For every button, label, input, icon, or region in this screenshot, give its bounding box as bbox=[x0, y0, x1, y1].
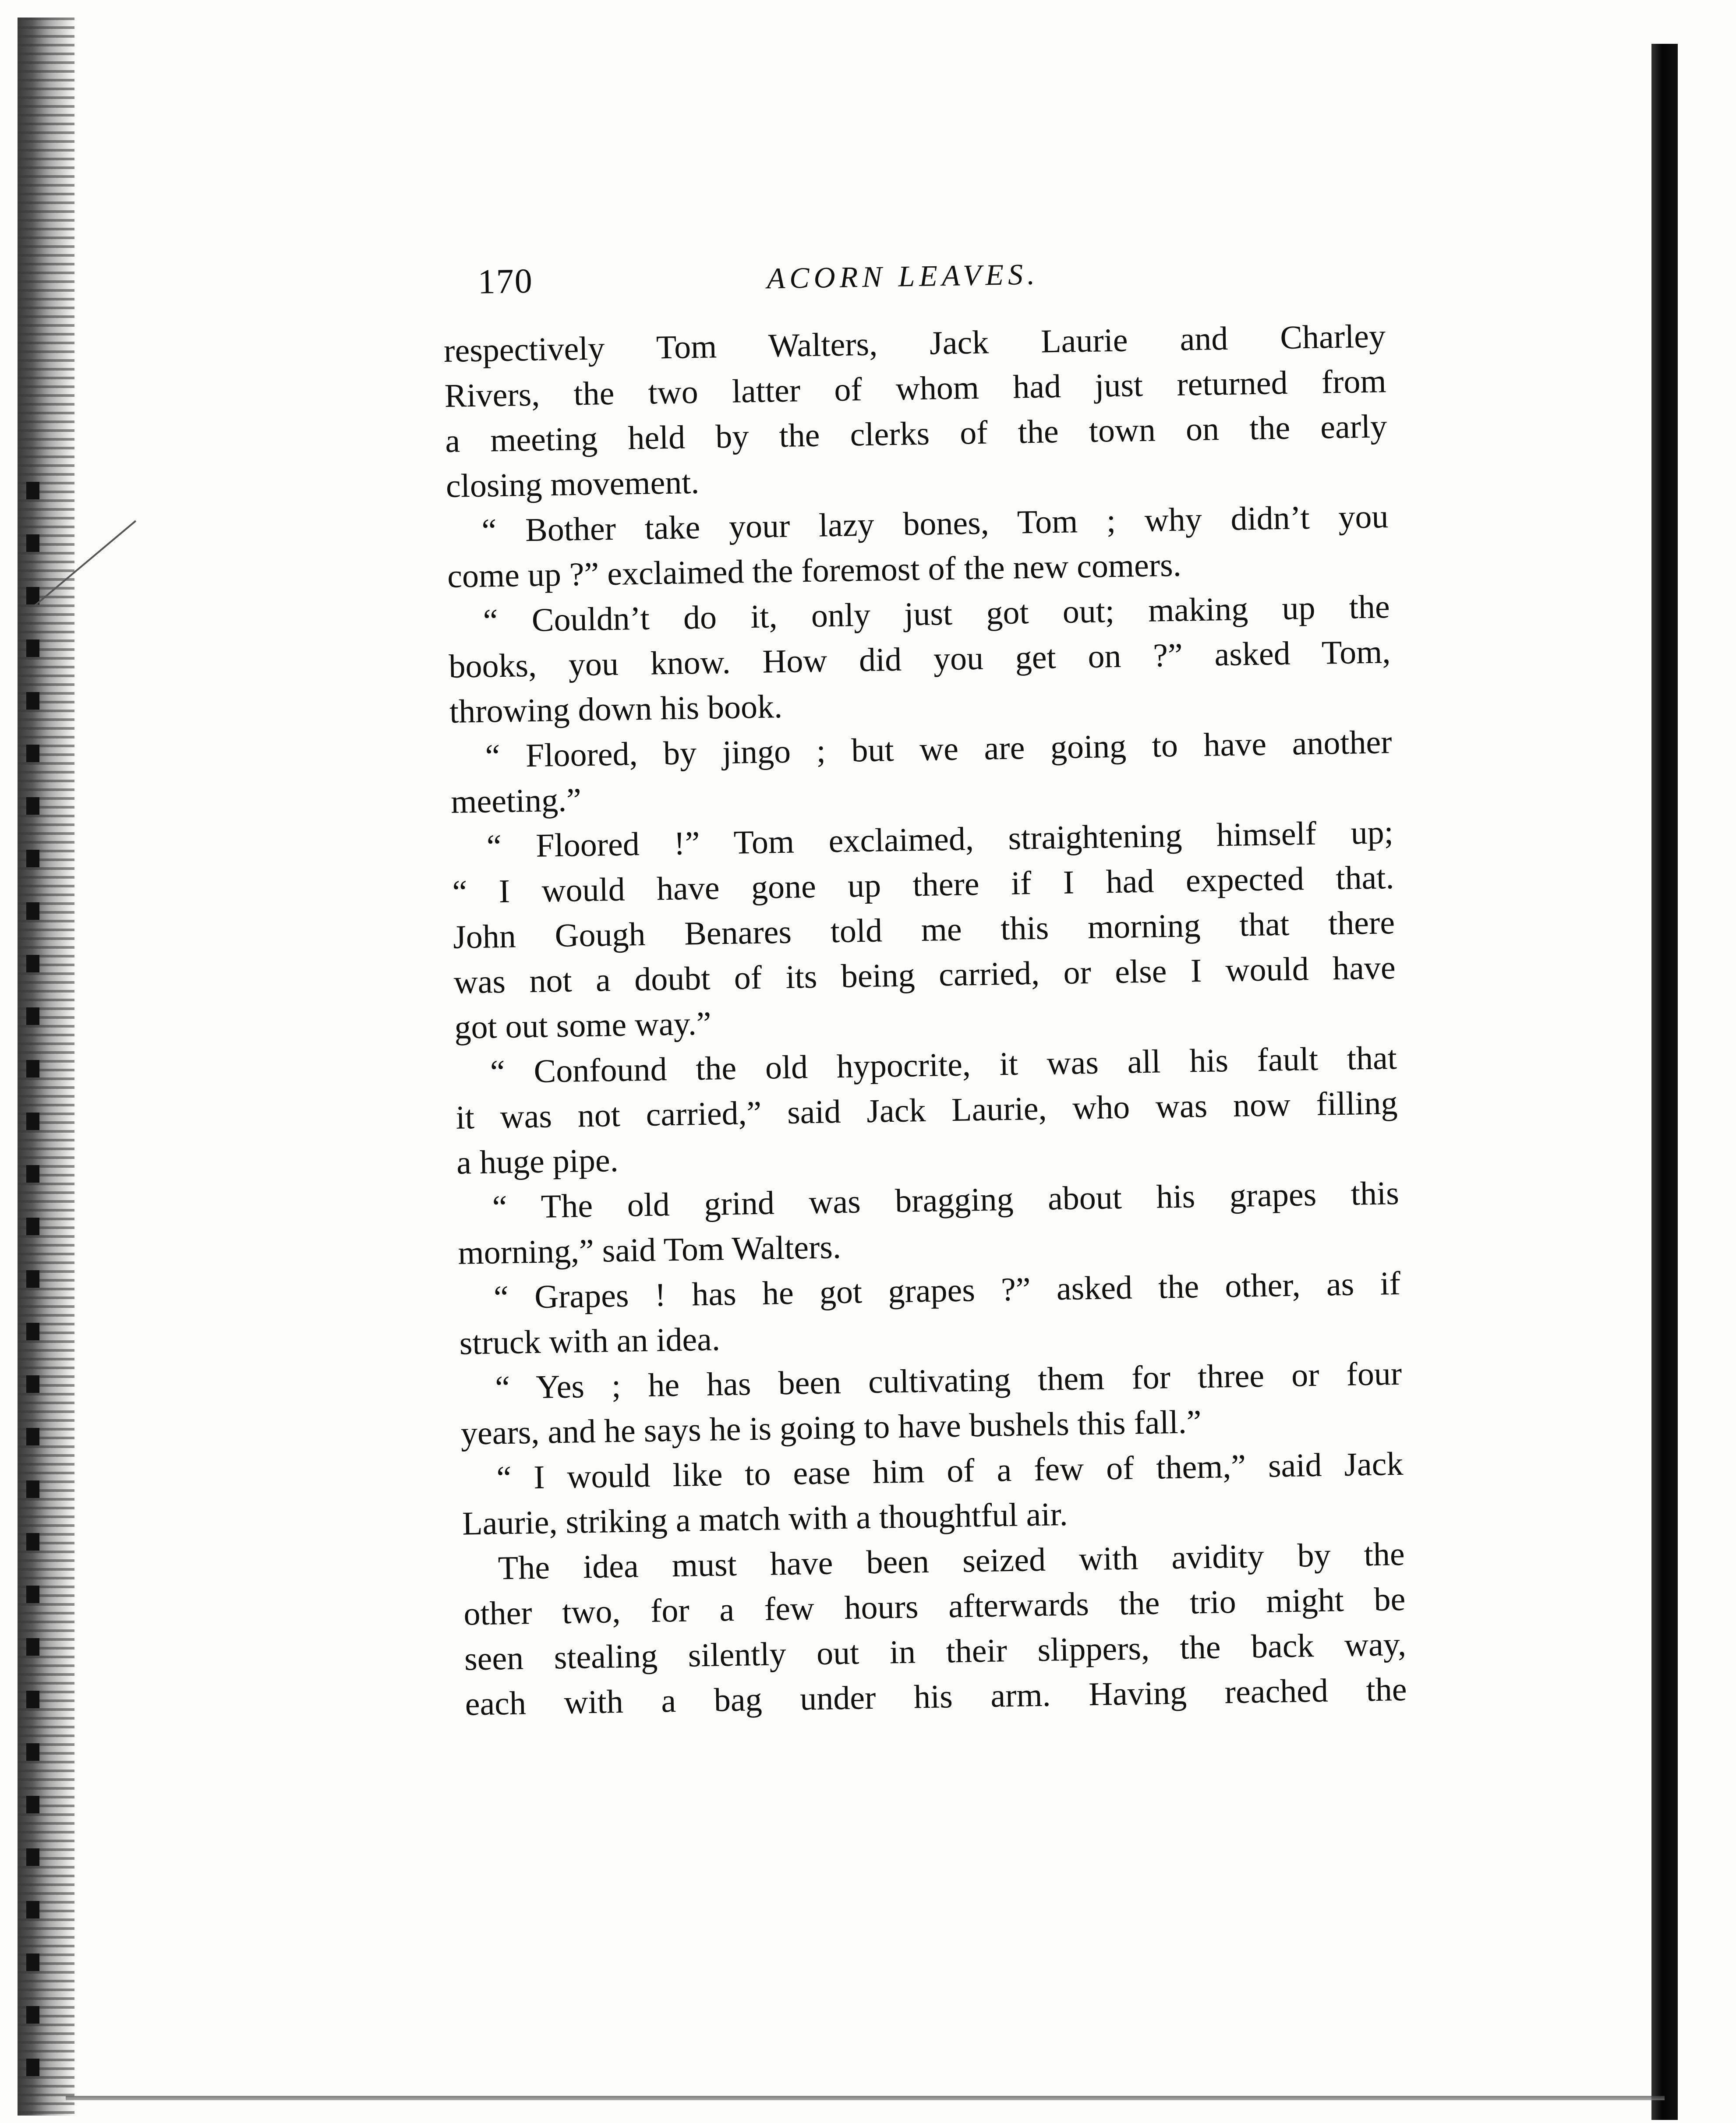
text-line: meeting.” bbox=[450, 781, 582, 820]
text-line: closing movement. bbox=[445, 463, 700, 505]
text-line: “ Bother take your lazy bones, Tom ; why didn’t you bbox=[481, 498, 1389, 549]
right-binding-edge bbox=[1651, 44, 1678, 2120]
text-line: years, and he says he is going to have bushels this fall.” bbox=[460, 1403, 1202, 1452]
page-number: 170 bbox=[477, 261, 534, 301]
text-line: Laurie, striking a match with a thoughtful air. bbox=[462, 1495, 1068, 1542]
text-line: “ Yes ; he has been cultivating them for three or four bbox=[495, 1355, 1402, 1406]
text-line: was not a doubt of its being carried, or else I would have bbox=[453, 949, 1396, 1001]
text-line: “ I would have gone up there if I had expected that. bbox=[452, 859, 1394, 911]
text-line: seen stealing silently out in their slippers, the back way, bbox=[464, 1625, 1407, 1678]
text-line: a huge pipe. bbox=[456, 1141, 619, 1181]
running-title: ACORN LEAVES. bbox=[767, 257, 1039, 295]
text-line: books, you know. How did you get on ?” asked Tom, bbox=[448, 633, 1391, 685]
text-line: “ Grapes ! has he got grapes ?” asked the other, as if bbox=[493, 1265, 1401, 1316]
text-line: The idea must have been seized with avidity by the bbox=[498, 1535, 1405, 1587]
text-line: throwing down his book. bbox=[449, 688, 783, 730]
text-line: other two, for a few hours afterwards the trio might be bbox=[463, 1580, 1406, 1632]
text-line: respectively Tom Walters, Jack Laurie and Charley bbox=[443, 318, 1386, 369]
text-line: John Gough Benares told me this morning that there bbox=[453, 904, 1395, 956]
text-line: “ Floored, by jingo ; but we are going to have another bbox=[485, 724, 1393, 775]
bottom-edge bbox=[66, 2096, 1665, 2100]
body-text bbox=[443, 314, 1407, 1727]
text-line: “ The old grind was bragging about his grapes this bbox=[492, 1174, 1400, 1226]
text-line: come up ?” exclaimed the foremost of the new comers. bbox=[447, 546, 1182, 595]
page-text-block bbox=[442, 248, 1407, 1727]
text-line: “ I would like to ease him of a few of them,” said Jack bbox=[496, 1445, 1404, 1497]
text-line: struck with an idea. bbox=[459, 1321, 721, 1362]
text-line: it was not carried,” said Jack Laurie, who was now filling bbox=[456, 1084, 1398, 1136]
text-line: a meeting held by the clerks of the town on the early bbox=[445, 408, 1387, 459]
text-line: Rivers, the two latter of whom had just returned from bbox=[444, 363, 1387, 414]
text-line: morning,” said Tom Walters. bbox=[457, 1228, 841, 1272]
left-edge-marks bbox=[26, 482, 39, 2102]
text-line: “ Confound the old hypocrite, it was all his fault that bbox=[490, 1039, 1397, 1091]
text-line: got out some way.” bbox=[454, 1005, 712, 1046]
text-line: “ Floored !” Tom exclaimed, straightening himself up; bbox=[486, 814, 1394, 865]
text-line: “ Couldn’t do it, only just got out; making up the bbox=[483, 588, 1390, 639]
text-line: each with a bag under his arm. Having reached the bbox=[465, 1671, 1407, 1723]
